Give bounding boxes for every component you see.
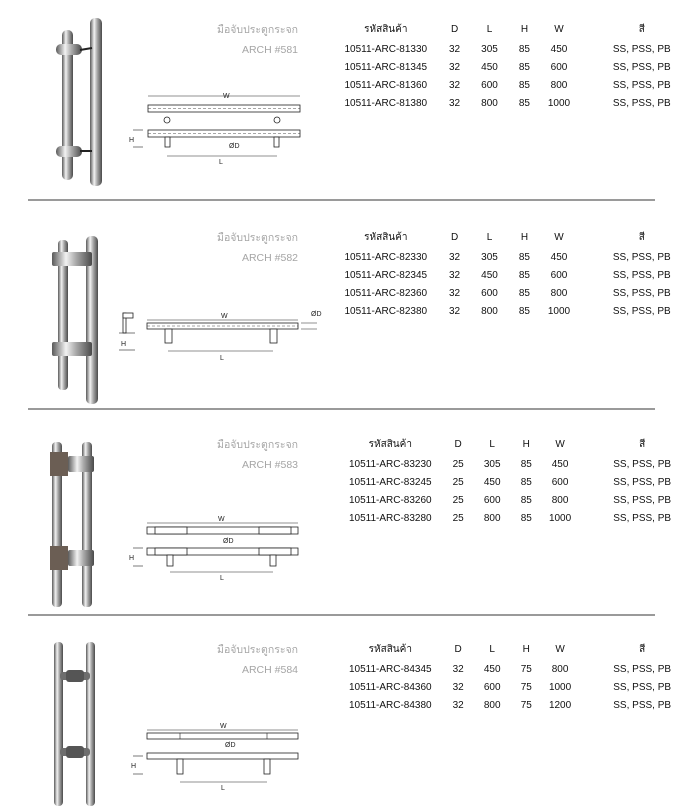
label-w: W xyxy=(220,723,227,730)
label-l: L xyxy=(219,159,223,165)
table-row: 10511-ARC-84380 32 800 75 1200 SS, PSS, PB xyxy=(348,699,672,711)
table-row: 10511-ARC-84360 32 600 75 1000 SS, PSS, PB xyxy=(348,681,672,693)
table-row: 10511-ARC-83280 25 800 85 1000 SS, PSS, PB xyxy=(348,513,672,525)
label-h: H xyxy=(131,763,137,770)
dimension-drawing-581 xyxy=(125,90,305,165)
product-section-583 xyxy=(0,414,680,614)
handle-photo-581 xyxy=(48,10,118,195)
label-d: ØD xyxy=(223,538,234,545)
dimension-drawing-582 xyxy=(115,305,325,370)
label-d: ØD xyxy=(229,143,240,150)
handle-photo-583 xyxy=(42,436,112,611)
table-row: 10511-ARC-82360 32 600 85 800 SS, PSS, PB xyxy=(344,287,671,299)
label-h: H xyxy=(129,555,135,562)
model-label: ARCH #583 xyxy=(241,459,298,471)
table-row: 10511-ARC-82330 32 305 85 450 SS, PSS, PB xyxy=(344,251,671,263)
model-label: ARCH #584 xyxy=(241,664,298,676)
table-row: 10511-ARC-82345 32 450 85 600 SS, PSS, PB xyxy=(344,269,671,281)
product-section-584 xyxy=(0,620,680,811)
product-title-583 xyxy=(178,435,298,475)
table-row: 10511-ARC-82380 32 800 85 1000 SS, PSS, PB xyxy=(344,306,671,318)
model-label: ARCH #581 xyxy=(241,44,298,56)
spec-table-582 xyxy=(333,226,680,321)
table-row: 10511-ARC-83260 25 600 85 800 SS, PSS, PB xyxy=(348,494,672,506)
table-header: รหัสสินค้า D L H W สี xyxy=(364,231,645,243)
label-w: W xyxy=(218,516,225,523)
category-label: มือจับประตูกระจก xyxy=(217,644,298,656)
table-header: รหัสสินค้า D L H W สี xyxy=(368,643,646,655)
label-h: H xyxy=(129,137,135,144)
product-title-584 xyxy=(178,640,298,680)
label-w: W xyxy=(223,93,230,100)
label-d: ØD xyxy=(311,311,322,318)
spec-table-581 xyxy=(333,18,680,113)
table-row: 10511-ARC-81345 32 450 85 600 SS, PSS, PB xyxy=(344,61,671,73)
category-label: มือจับประตูกระจก xyxy=(217,24,298,36)
product-title-582 xyxy=(178,228,298,268)
handle-photo-584 xyxy=(42,638,112,810)
spec-table-584 xyxy=(338,638,680,715)
table-row: 10511-ARC-81360 32 600 85 800 SS, PSS, PB xyxy=(344,79,671,91)
handle-photo-582 xyxy=(42,230,112,410)
section-divider xyxy=(28,408,655,410)
table-row: 10511-ARC-81330 32 305 85 450 SS, PSS, PB xyxy=(344,43,671,55)
spec-table-583 xyxy=(338,433,680,528)
label-l: L xyxy=(220,575,224,582)
label-h: H xyxy=(121,341,127,348)
label-d: ØD xyxy=(225,742,236,749)
table-row: 10511-ARC-84345 32 450 75 800 SS, PSS, PB xyxy=(348,663,672,675)
table-row: 10511-ARC-83245 25 450 85 600 SS, PSS, PB xyxy=(348,476,672,488)
section-divider xyxy=(28,614,655,616)
table-row: 10511-ARC-83230 25 305 85 450 SS, PSS, PB xyxy=(348,458,672,470)
table-row: 10511-ARC-81380 32 800 85 1000 SS, PSS, PB xyxy=(344,98,671,110)
product-title-581 xyxy=(178,20,298,60)
model-label: ARCH #582 xyxy=(241,252,298,264)
dimension-drawing-583 xyxy=(125,512,305,587)
section-divider xyxy=(28,199,655,201)
category-label: มือจับประตูกระจก xyxy=(217,439,298,451)
label-w: W xyxy=(221,313,228,320)
table-header: รหัสสินค้า D L H W สี xyxy=(368,438,646,450)
product-section-582 xyxy=(0,205,680,405)
label-l: L xyxy=(221,785,225,792)
dimension-drawing-584 xyxy=(125,720,305,800)
category-label: มือจับประตูกระจก xyxy=(217,232,298,244)
table-header: รหัสสินค้า D L H W สี xyxy=(364,23,645,35)
product-section-581 xyxy=(0,0,680,200)
label-l: L xyxy=(220,355,224,362)
